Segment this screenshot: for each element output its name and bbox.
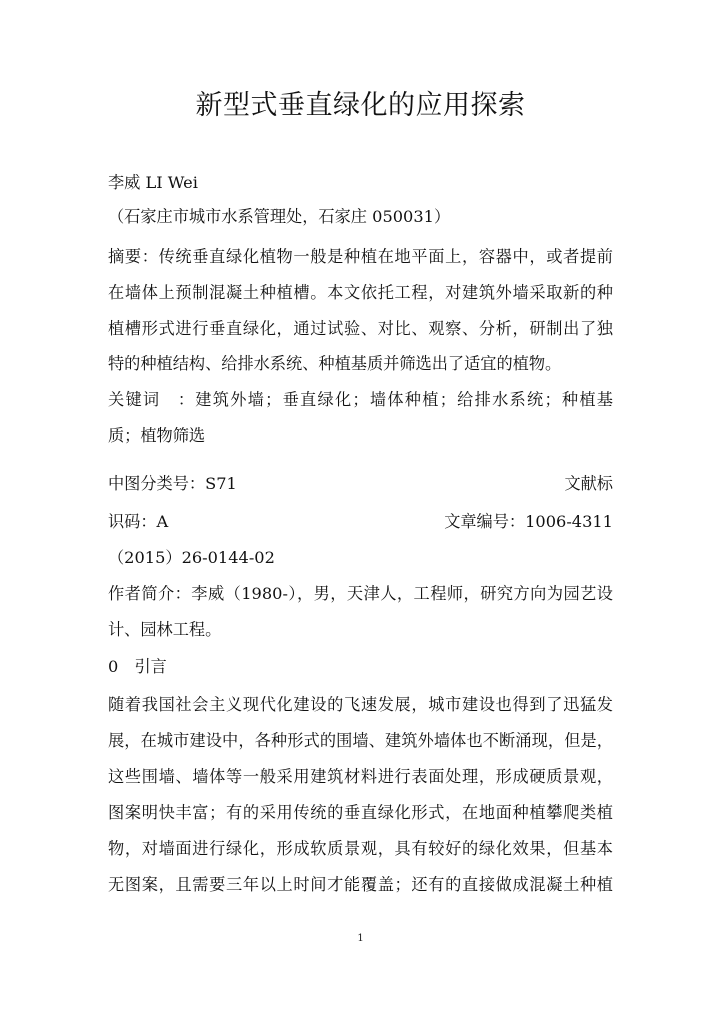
intro-line: 这些围墙、墙体等一般采用建筑材料进行表面处理，形成硬质景观，: [108, 767, 613, 786]
clc-label: 中图分类号：S71: [108, 474, 237, 493]
author-line: 李威 LI Wei: [108, 173, 198, 192]
abstract-line: 特的种植结构、给排水系统、种植基质并筛选出了适宜的植物。: [108, 354, 562, 373]
article-number-continued: （2015）26-0144-02: [108, 548, 275, 567]
classification-row-2: [108, 511, 613, 533]
keywords-line: 关键词 ：建筑外墙；垂直绿化；墙体种植；给排水系统；种植基: [108, 390, 613, 409]
abstract-line: 在墙体上预制混凝土种植槽。本文依托工程，对建筑外墙采取新的种: [108, 283, 613, 302]
intro-line: 随着我国社会主义现代化建设的飞速发展，城市建设也得到了迅猛发: [108, 695, 613, 714]
doc-code-label-part2: 识码：A: [108, 512, 169, 531]
intro-line: 无图案，且需要三年以上时间才能覆盖；还有的直接做成混凝土种植: [108, 875, 613, 894]
classification-row-1: [108, 473, 613, 495]
abstract-line: 植槽形式进行垂直绿化，通过试验、对比、观察、分析，研制出了独: [108, 319, 613, 338]
page-number: 1: [357, 933, 364, 944]
section-heading: 0 引言: [108, 657, 167, 676]
intro-line: 图案明快丰富；有的采用传统的垂直绿化形式，在地面种植攀爬类植: [108, 803, 613, 822]
doc-code-label-part1: 文献标: [564, 474, 613, 493]
document-title: 新型式垂直绿化的应用探索: [195, 90, 526, 121]
author-bio-line: 作者简介：李威（1980-），男，天津人，工程师，研究方向为园艺设: [108, 584, 613, 603]
intro-line: 展，在城市建设中，各种形式的围墙、建筑外墙体也不断涌现，但是，: [108, 731, 613, 750]
article-number-label: 文章编号：1006-4311: [444, 512, 613, 531]
affiliation-line: （石家庄市城市水系管理处，石家庄 050031）: [108, 207, 451, 226]
intro-line: 物，对墙面进行绿化，形成软质景观，具有较好的绿化效果，但基本: [108, 839, 613, 858]
abstract-line: 摘要：传统垂直绿化植物一般是种植在地平面上，容器中，或者提前: [108, 247, 613, 266]
keywords-line: 质；植物筛选: [108, 426, 206, 445]
author-bio-line: 计、园林工程。: [108, 620, 222, 639]
